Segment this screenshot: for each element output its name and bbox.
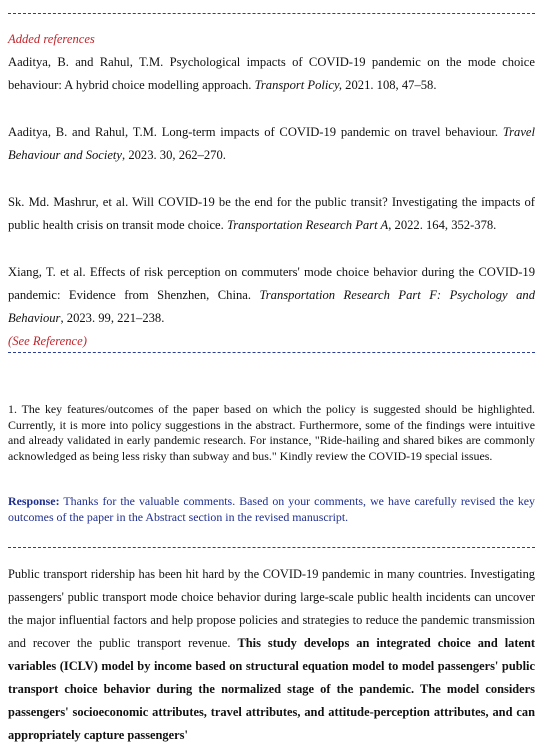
see-reference-label: (See Reference)	[8, 334, 87, 348]
added-references-label: Added references	[8, 32, 95, 46]
reference-text: Aaditya, B. and Rahul, T.M. Long-term impacts of COVID-19 pandemic on travel behaviour.	[8, 125, 503, 139]
reference-journal: Transportation Research Part F: Psychology and Behaviour	[8, 288, 535, 325]
reference-tail: , 2023. 99, 221–238.	[60, 311, 165, 325]
abstract-excerpt	[8, 563, 535, 745]
separator-middle	[8, 352, 535, 353]
response-text: Thanks for the valuable comments. Based on your comments, we have carefully revised the key outcomes of the paper in the Abstract section in the revised manuscript.	[8, 494, 535, 524]
reference-item	[8, 191, 535, 237]
reviewer-comment: 1. The key features/outcomes of the paper based on which the policy is suggested should be highlighted. Currently, it is more into policy suggestions in the abstract. Furthermore, some of the findings were intuitive and already validated in early pandemic research. For instance, "Ride-hailing and shared bikes are commonly acknowledged as being less risky than subway and bus." Kindly review the COVID-19 special issues.	[8, 402, 535, 463]
reference-tail: 2021. 108, 47–58.	[342, 78, 437, 92]
reference-journal: Travel Behaviour and Society	[8, 125, 535, 162]
abstract-plain-text: Public transport ridership has been hit hard by the COVID-19 pandemic in many countries. Investigating passengers' public transport mode choice behavior during large-scale public health incidents can uncover the major influential factors and help propose policies and strategies to reduce the pandemic transmission and recover the public transport revenue.	[8, 567, 535, 650]
reference-tail: , 2023. 30, 262–270.	[122, 148, 226, 162]
reference-tail: , 2022. 164, 352-378.	[388, 218, 497, 232]
reference-text: Sk. Md. Mashrur, et al. Will COVID-19 be the end for the public transit? Investigating the impacts of public health crisis on transit mode choice.	[8, 195, 535, 232]
response-label: Response:	[8, 494, 60, 508]
reference-item	[8, 51, 535, 97]
separator-top	[8, 13, 535, 14]
reference-journal: Transport Policy,	[254, 78, 343, 92]
reference-text: Aaditya, B. and Rahul, T.M. Psychological impacts of COVID-19 pandemic on the mode choice behaviour: A hybrid choice modelling approach.	[8, 55, 535, 92]
reference-item	[8, 121, 535, 167]
separator-bottom	[8, 547, 535, 548]
abstract-bold-text: This study develops an integrated choice and latent variables (ICLV) model by income based on structural equation model to model passengers' public transport choice behavior during the normalized stage of the pandemic. The model considers passengers' socioeconomic attributes, travel attributes, and attitude-perception attributes, and can appropriately capture passengers'	[8, 636, 535, 742]
reference-journal: Transportation Research Part A	[226, 218, 389, 232]
reference-text: Xiang, T. et al. Effects of risk perception on commuters' mode choice behavior during the COVID-19 pandemic: Evidence from Shenzhen, China.	[8, 265, 535, 302]
reference-item	[8, 261, 535, 330]
author-response	[8, 494, 535, 525]
added-references-section	[8, 28, 535, 353]
